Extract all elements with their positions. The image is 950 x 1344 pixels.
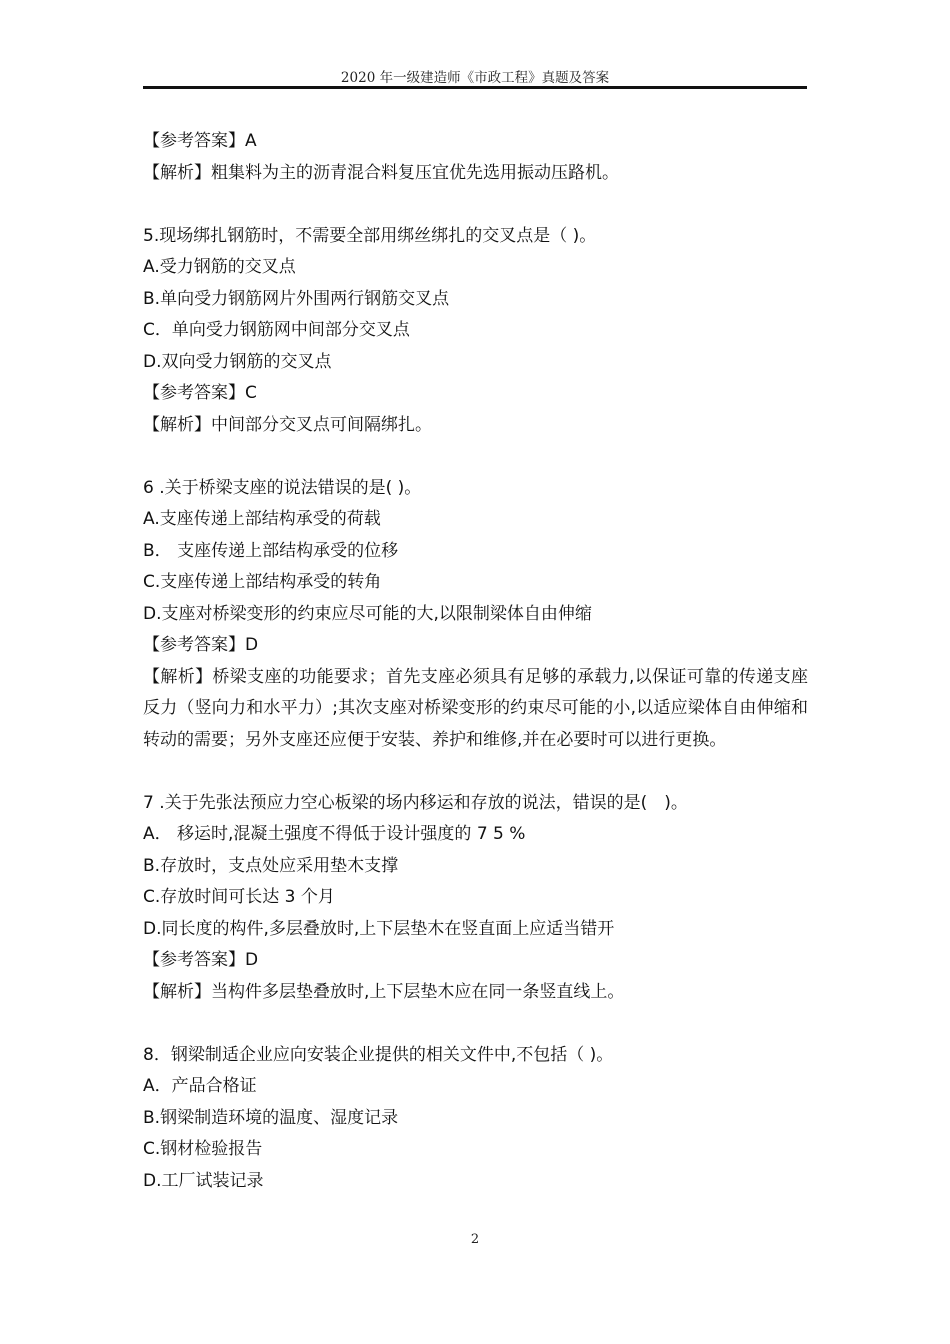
q8-option-a: A．产品合格证: [143, 1076, 257, 1096]
q7-answer: 【参考答案】D: [143, 950, 259, 970]
q5-option-c: C．单向受力钢筋网中间部分交叉点: [143, 320, 410, 340]
q6-answer: 【参考答案】D: [143, 635, 259, 655]
spacer: [143, 756, 808, 788]
question-6: 6 .关于桥梁支座的说法错误的是( )。: [143, 477, 422, 498]
q5-option-d: D.双向受力钢筋的交叉点: [143, 351, 332, 372]
q6-option-c: C.支座传递上部结构承受的转角: [143, 572, 382, 592]
q6-option-d: D.支座对桥梁变形的约束应尽可能的大,以限制梁体自由伸缩: [143, 603, 592, 624]
q5-analysis: 【解析】中间部分交叉点可间隔绑扎。: [143, 414, 432, 435]
q5-option-b: B.单向受力钢筋网片外围两行钢筋交叉点: [143, 288, 450, 309]
q6-option-a: A.支座传递上部结构承受的荷载: [143, 509, 381, 529]
question-8: 8．钢梁制适企业应向安装企业提供的相关文件中,不包括（ )。: [143, 1044, 614, 1065]
spacer: [143, 189, 808, 221]
q8-option-b: B.钢梁制造环境的温度、湿度记录: [143, 1107, 399, 1128]
q7-option-c: C.存放时间可长达 3 个月: [143, 887, 335, 907]
q8-option-c: C.钢材检验报告: [143, 1139, 263, 1159]
q6-analysis: 【解析】桥梁支座的功能要求；首先支座必须具有足够的承载力,以保证可靠的传递支座反力（竖向力和水平力）;其次支座对桥梁变形的约束尽可能的小,以适应梁体自由伸缩和转动的需要；另外支座还应便于安装、养护和维修,并在必要时可以进行更换。: [143, 666, 808, 750]
q5-answer: 【参考答案】C: [143, 383, 257, 403]
spacer: [143, 1008, 808, 1040]
q6-option-b: B． 支座传递上部结构承受的位移: [143, 540, 399, 561]
page-content: [143, 126, 808, 1197]
page-number: 2: [470, 1232, 480, 1247]
q7-option-a: A． 移运时,混凝土强度不得低于设计强度的 7 5 %: [143, 824, 526, 844]
header-rule: [143, 86, 807, 89]
question-7: 7 .关于先张法预应力空心板梁的场内移运和存放的说法，错误的是( )。: [143, 792, 688, 813]
analysis-line: 【解析】粗集料为主的沥青混合料复压宜优先选用振动压路机。: [143, 162, 619, 183]
q7-option-b: B.存放时，支点处应采用垫木支撑: [143, 855, 399, 876]
answer-line: 【参考答案】A: [143, 131, 257, 151]
q8-option-d: D.工厂试装记录: [143, 1170, 264, 1191]
q5-option-a: A.受力钢筋的交叉点: [143, 257, 296, 277]
page-header: 2020 年一级建造师《市政工程》真题及答案: [340, 70, 610, 86]
question-5: 5.现场绑扎钢筋时，不需要全部用绑丝绑扎的交叉点是（ )。: [143, 225, 597, 246]
spacer: [143, 441, 808, 473]
q7-option-d: D.同长度的构件,多层叠放时,上下层垫木在竖直面上应适当错开: [143, 918, 615, 939]
q7-analysis: 【解析】当构件多层垫叠放时,上下层垫木应在同一条竖直线上。: [143, 981, 625, 1002]
